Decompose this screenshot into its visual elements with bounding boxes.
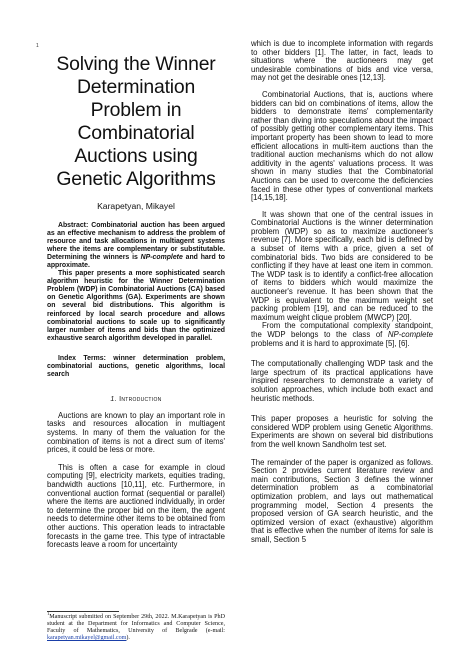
abstract-paragraph-1: Abstract: Combinatorial auction has been argued as an effective mechanism to address the problem of resource and task allocations in multiagent systems where the items are complementary or substitutable. Determining the winners is NP-complete and hard to approximate. [47,222,225,270]
body-paragraph: Auctions are known to play an important role in tasks and resources allocation in multiagent systems. In many of them the valuation for the combination of items is not a direct sum of items' prices, it could be less or more. [47,410,225,455]
abstract [47,222,225,343]
body-paragraph: It was shown that one of the central issues in Combinatorial Auctions is the winner determination problem (WDP) so as to maximize auctioneer's revenue [7]. More specifically, each bid is defined by a subset of items with a price, given a set of combinatorial bids. Two bids are considered to be conflicting if they have at least one item in common. The WDP task is to identify a conflict-free allocation of items to bidders which would maximize the auctioneer's revenue. It has been shown that the WDP is equivalent to the maximum weight set packing problem [19], and can be reduced to the maximum weight clique problem (MWCP) [20]. [251,209,433,322]
body-paragraph: This is often a case for example in cloud computing [9], electricity markets, equities trading, bandwidth auctions [10,11], etc. Furthermore, in conventional auction format (sequential or parallel) where the items are auctioned individually, in order to determine the proper bid on the item, the agent needs to determine other items to be obtained from other auctions. This operation leads to intractable forecasts in the game tree. This type of intractable forecasts leave a room for uncertainty [47,462,225,550]
body-paragraph: Combinatorial Auctions, that is, auctions where bidders can bid on combinations of items, allow the bidders to demonstrate items' complementarity rather than diving into speculations about the impact of possibly getting other complementary items. This important property has been shown to lead to more efficient allocations in multi-item auctions than the traditional auction mechanisms which do not allow additivity in the agents' valuations process. It was shown in many studies that the Combinatorial Auctions can be used to overcome the deficiencies faced in these other types of conventional markets [14,15,18]. [251,89,433,203]
section-number: 1. [110,395,117,403]
paper-title: Solving the Winner Determination Problem in Combinatorial Auctions using Genetic Algorithms [56,53,216,190]
body-paragraph: From the computational complexity standpoint, the WDP belongs to the class of NP-complete problems and it is hard to approximate [5], [6]. [251,321,433,348]
left-body-text [47,412,225,550]
author-email-link[interactable]: karapetyan.mikayel@gmail.com [47,635,127,642]
body-paragraph: The computationally challenging WDP task and the large spectrum of its practical applications have inspired researchers to demonstrate a variety of solution approaches, which include both exact and heuristic methods. [251,359,433,403]
index-terms: Index Terms: winner determination problem, combinatorial auctions, genetic algorithms, local search [47,354,225,378]
abstract-paragraph-2: This paper presents a more sophisticated search algorithm heuristic for the Winner Determination Problem (WDP) in Combinatorial Auctions (CA) based on Genetic Algorithms (GA). Experiments are shown on several bid distributions. This algorithm is reinforced by local search procedure and allows combinatorial auctions to scale up to significantly larger number of items and bids than the optimized exhaustive search algorithm developed in parallel. [47,270,225,342]
page-marker: 1 [36,43,39,49]
right-column [251,40,433,544]
section-heading-introduction [47,396,225,403]
footnote-rule [47,611,119,612]
footnote: $^1$Manuscript submitted on September 29th, 2022. M.Karapetyan is PhD student at the Department for Informatics and Computer Science, Faculty of Mathematics, University of Belgrade (e-mail: karapetyan.mikayel@gmail.com). [47,611,225,642]
footnote-marker: 1 [47,611,50,616]
author-name: Karapetyan, Mikayel [97,201,175,211]
body-paragraph: which is due to incomplete information with regards to other bidders [1]. The latter, in fact, leads to situations where the auctioneers may get undesirable combinations of bids and vice versa, may not get the desirable ones [12,13]. [251,39,433,83]
section-title: Introduction [119,395,162,403]
right-body-text [251,40,433,544]
body-paragraph: This paper proposes a heuristic for solving the considered WDP problem using Genetic Algorithms. Experiments are shown on several bid distributions from the well known Sandholm test set. [251,414,433,449]
np-complete-term: NP-complete [140,254,183,262]
left-column [47,40,225,550]
body-paragraph: The remainder of the paper is organized as follows. Section 2 provides current literature review and main contributions, Section 3 defines the winner determination problem as a combinatorial optimization problem, and lays out mathematical programming model, Section 4 presents the proposed version of GA search heuristic, and the optimized version of exact (exhaustive) algorithm that is effective when the number of items for sale is small, Section 5 [251,457,433,544]
np-complete-term: NP-complete [387,330,433,339]
